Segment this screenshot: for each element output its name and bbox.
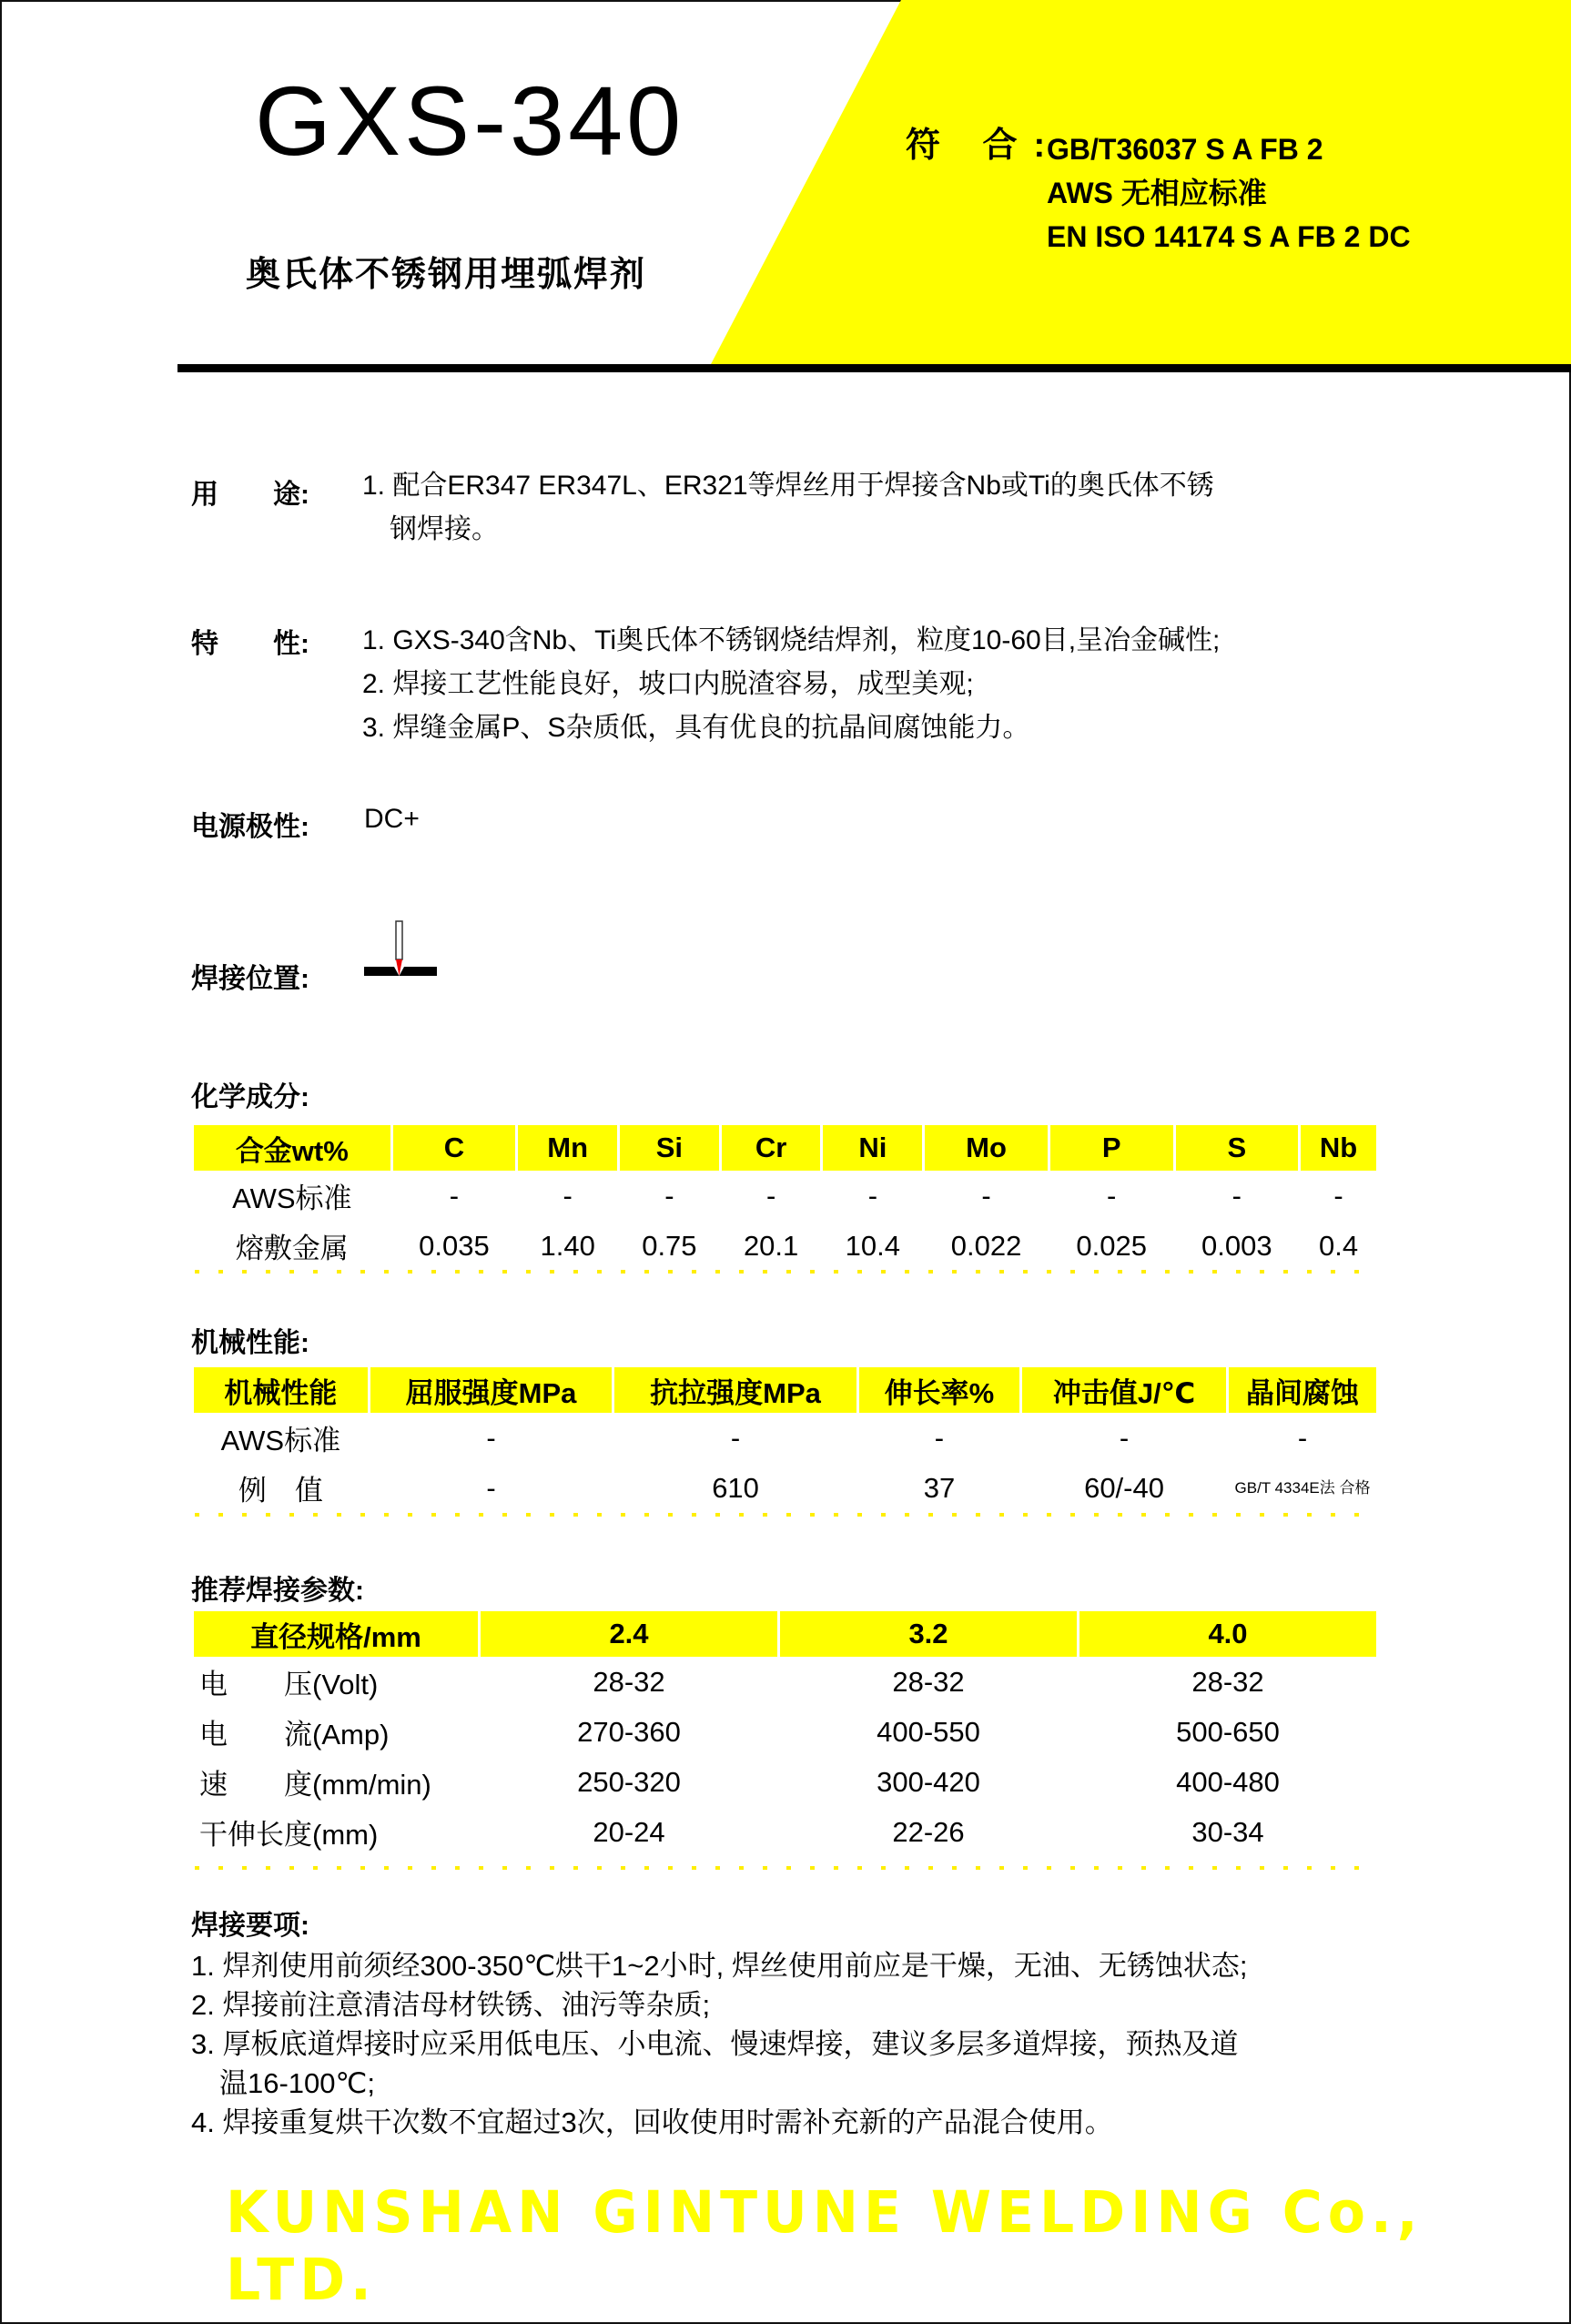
cell: 28-32: [1191, 1665, 1264, 1698]
col-header: Nb: [1301, 1125, 1376, 1171]
standards-list: [1047, 127, 1411, 259]
cell: -: [1333, 1179, 1343, 1212]
col-header: Mo: [925, 1125, 1048, 1171]
table-row: [194, 1221, 1376, 1271]
dotted-divider: [195, 1866, 1374, 1870]
cell: -: [867, 1179, 878, 1212]
cell: 0.4: [1319, 1229, 1359, 1262]
col-header: Mn: [518, 1125, 617, 1171]
cell: 250-320: [577, 1765, 681, 1798]
cell: GB/T 4334E法 合格: [1234, 1479, 1371, 1497]
col-header: 直径规格/mm: [194, 1611, 478, 1657]
col-header: 4.0: [1079, 1611, 1376, 1657]
cell: 37: [923, 1471, 956, 1504]
cell: 28-32: [892, 1665, 965, 1698]
cell: -: [486, 1471, 496, 1504]
table-row: [194, 1757, 1376, 1807]
notes-list: [191, 1946, 1247, 2142]
cell: 0.75: [642, 1229, 697, 1262]
row-label: AWS标准: [220, 1425, 341, 1456]
cell: 0.022: [950, 1229, 1022, 1262]
position-row: [191, 956, 309, 996]
col-header: 屈服强度MPa: [370, 1367, 613, 1413]
row-label: 速 度(mm/min): [199, 1769, 431, 1801]
usage-line: 钢焊接。: [362, 514, 499, 544]
cell: 500-650: [1176, 1715, 1280, 1748]
table-header-row: [194, 1125, 1376, 1171]
cell: 300-420: [877, 1765, 980, 1798]
cell: -: [765, 1179, 776, 1212]
cell: 30-34: [1191, 1815, 1264, 1848]
cell: 1.40: [540, 1229, 595, 1262]
col-header: 伸长率%: [859, 1367, 1019, 1413]
cell: -: [563, 1179, 573, 1212]
standard-item: EN ISO 14174 S A FB 2 DC: [1047, 220, 1411, 253]
row-label: 干伸长度(mm): [199, 1819, 379, 1851]
cell: 0.025: [1076, 1229, 1147, 1262]
params-table: [191, 1611, 1379, 1857]
cell: -: [1119, 1421, 1130, 1454]
product-name: 奥氏体不锈钢用埋弧焊剂: [246, 256, 647, 294]
standard-item: GB/T36037 S A FB 2: [1047, 133, 1323, 166]
col-header: Cr: [722, 1125, 821, 1171]
col-header: S: [1176, 1125, 1299, 1171]
table-header-row: [194, 1367, 1376, 1413]
conform-label: 符 合:: [906, 127, 1062, 165]
cell: 400-480: [1176, 1765, 1280, 1798]
product-code: GXS-340: [255, 66, 685, 176]
note-line: 2. 焊接前注意清洁母材铁锈、油污等杂质;: [191, 1989, 711, 2021]
cell: -: [730, 1421, 741, 1454]
usage-line: 1. 配合ER347 ER347L、ER321等焊丝用于焊接含Nb或Ti的奥氏体不锈: [362, 471, 1214, 501]
cell: 270-360: [577, 1715, 681, 1748]
chemistry-heading: 化学成分:: [191, 1082, 309, 1112]
features-label: 特 性:: [191, 629, 309, 659]
table-row: [194, 1171, 1376, 1221]
cell: 60/-40: [1084, 1471, 1164, 1504]
cell: 400-550: [877, 1715, 980, 1748]
col-header: 晶间腐蚀: [1229, 1367, 1376, 1413]
flat-position-icon: [364, 919, 442, 985]
cell: 20-24: [593, 1815, 665, 1848]
mechanical-heading: 机械性能:: [191, 1328, 309, 1358]
note-line: 3. 厚板底道焊接时应采用低电压、小电流、慢速焊接，建议多层多道焊接，预热及道: [191, 2028, 1239, 2060]
cell: 0.035: [419, 1229, 490, 1262]
mechanical-table: [191, 1367, 1379, 1513]
table-row: [194, 1413, 1376, 1463]
company-name: KUNSHAN GINTUNE WELDING Co., LTD.: [226, 2179, 1424, 2314]
col-header: C: [393, 1125, 516, 1171]
cell: 28-32: [593, 1665, 665, 1698]
col-header: 2.4: [481, 1611, 777, 1657]
table-row: [194, 1807, 1376, 1857]
table-row: [194, 1657, 1376, 1707]
cell: 610: [712, 1471, 759, 1504]
polarity-row: [191, 804, 309, 844]
features-text: [362, 619, 1220, 750]
notes-heading: 焊接要项:: [191, 1911, 309, 1941]
note-line: 1. 焊剂使用前须经300-350℃烘干1~2小时, 焊丝使用前应是干燥，无油、无锈蚀状态;: [191, 1950, 1248, 1982]
polarity-label: 电源极性:: [191, 812, 309, 842]
position-label: 焊接位置:: [191, 964, 309, 994]
col-header: 抗拉强度MPa: [614, 1367, 856, 1413]
cell: -: [1297, 1421, 1308, 1454]
row-label: 例 值: [238, 1475, 323, 1507]
cell: 0.003: [1201, 1229, 1272, 1262]
usage-text: [362, 464, 1214, 552]
usage-label: 用 途:: [191, 480, 309, 510]
col-header: 冲击值J/℃: [1022, 1367, 1226, 1413]
cell: 22-26: [892, 1815, 965, 1848]
row-label: 电 压(Volt): [199, 1669, 379, 1700]
table-row: [194, 1707, 1376, 1757]
col-header: 机械性能: [194, 1367, 368, 1413]
note-line: 4. 焊接重复烘干次数不宜超过3次，回收使用时需补充新的产品混合使用。: [191, 2106, 1113, 2138]
params-heading: 推荐焊接参数:: [191, 1576, 364, 1606]
dotted-divider: [195, 1513, 1374, 1517]
standard-item: AWS 无相应标准: [1047, 177, 1267, 209]
feature-line: 1. GXS-340含Nb、Ti奥氏体不锈钢烧结焊剂，粒度10-60目,呈冶金碱性;: [362, 625, 1221, 655]
cell: -: [981, 1179, 991, 1212]
dotted-divider: [195, 1270, 1374, 1274]
cell: 10.4: [845, 1229, 901, 1262]
cell: -: [934, 1421, 945, 1454]
col-header: 合金wt%: [194, 1125, 390, 1171]
header-divider: [177, 364, 1571, 372]
cell: -: [486, 1421, 496, 1454]
cell: -: [1231, 1179, 1242, 1212]
polarity-value: DC+: [364, 804, 420, 834]
cell: -: [1107, 1179, 1117, 1212]
cell: -: [449, 1179, 460, 1212]
cell: -: [664, 1179, 674, 1212]
feature-line: 2. 焊接工艺性能良好，坡口内脱渣容易，成型美观;: [362, 669, 974, 699]
chemistry-table: [191, 1125, 1379, 1271]
col-header: P: [1050, 1125, 1173, 1171]
row-label: AWS标准: [232, 1182, 352, 1214]
cell: 20.1: [743, 1229, 799, 1262]
table-row: [194, 1463, 1376, 1513]
row-label: 熔敷金属: [235, 1233, 349, 1264]
feature-line: 3. 焊缝金属P、S杂质低，具有优良的抗晶间腐蚀能力。: [362, 713, 1030, 743]
table-header-row: [194, 1611, 1376, 1657]
note-line: 温16-100℃;: [191, 2067, 375, 2099]
col-header: Ni: [823, 1125, 922, 1171]
row-label: 电 流(Amp): [199, 1719, 390, 1751]
col-header: 3.2: [780, 1611, 1077, 1657]
col-header: Si: [620, 1125, 719, 1171]
